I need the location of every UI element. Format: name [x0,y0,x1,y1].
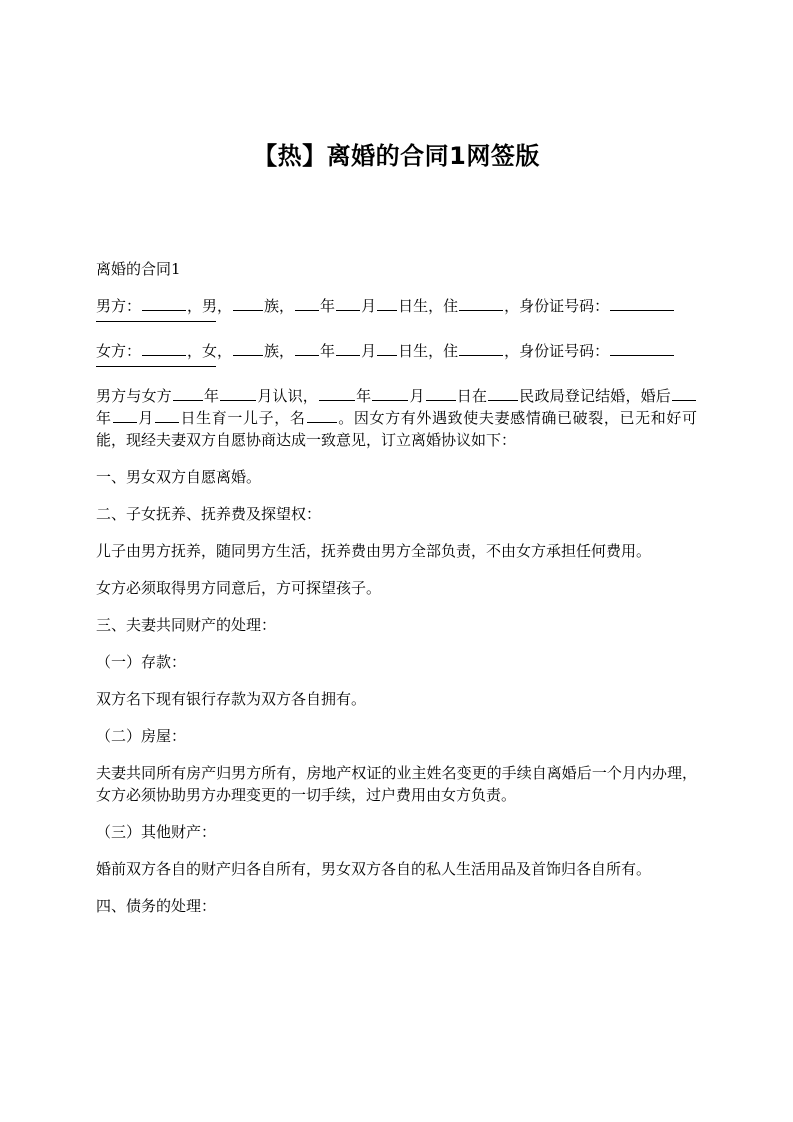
birth-month-blank[interactable] [113,407,137,423]
husband-year-blank[interactable] [295,295,319,311]
marriage-text-10: 日生育一儿子，名 [179,409,306,427]
marriage-text-4: 年 [355,387,372,405]
registry-office-blank[interactable] [488,385,518,401]
husband-id-blank[interactable] [610,295,674,311]
meet-year-blank[interactable] [173,385,203,401]
marriage-text-8: 年 [96,409,112,427]
husband-info [96,295,697,322]
clause-1: 一、男女双方自愿离婚。 [96,468,262,486]
wife-month-blank[interactable] [336,340,360,356]
register-year-blank[interactable] [319,385,355,401]
deposit-heading: （一）存款： [96,653,187,671]
wife-ethnic-label: 族， [264,342,295,360]
wife-id-label: ，身份证号码： [504,342,610,360]
husband-ethnic-label: 族， [264,297,295,315]
wife-gender: ，女， [187,342,233,360]
wife-ethnic-blank[interactable] [233,340,263,356]
husband-birth-label: 日生，住 [398,297,459,315]
wife-name-blank[interactable] [142,340,186,356]
wife-id-blank-continued[interactable] [96,362,216,367]
deposit-text: 双方名下现有银行存款为双方各自拥有。 [96,690,367,708]
wife-info [96,340,697,367]
wife-birth-label: 日生，住 [398,342,459,360]
wife-day-blank[interactable] [377,340,397,356]
marriage-text-3: 月认识， [257,387,318,405]
wife-year-label: 年 [320,342,336,360]
husband-gender: ，男， [187,297,233,315]
house-heading: （二）房屋： [96,727,187,745]
wife-label: 女方： [96,342,142,360]
husband-id-label: ，身份证号码： [504,297,610,315]
marriage-text-1: 男方与女方 [96,387,172,405]
document-body [96,258,697,932]
meet-month-blank[interactable] [220,385,256,401]
wife-month-label: 月 [361,342,377,360]
marriage-text-2: 年 [203,387,220,405]
clause-2-heading: 二、子女抚养、抚养费及探望权： [96,505,322,523]
wife-year-blank[interactable] [295,340,319,356]
marriage-text-5: 月 [409,387,425,405]
husband-name-blank[interactable] [142,295,186,311]
other-property-heading: （三）其他财产： [96,823,217,841]
husband-day-blank[interactable] [377,295,397,311]
birth-year-blank[interactable] [672,385,696,401]
visitation-text: 女方必须取得男方同意后，方可探望孩子。 [96,579,382,597]
husband-year-label: 年 [320,297,336,315]
marriage-text-11: 。因女方有外遇致使夫妻感情确已破裂，已无和好可能，现经夫妻双方自愿协商达成一致意见，订立离婚协议如下： [96,409,697,449]
clause-4-heading: 四、债务的处理： [96,897,217,915]
register-day-blank[interactable] [426,385,456,401]
husband-address-blank[interactable] [459,295,503,311]
wife-address-blank[interactable] [459,340,503,356]
husband-ethnic-blank[interactable] [233,295,263,311]
marriage-text-9: 月 [137,409,154,427]
birth-day-blank[interactable] [155,407,179,423]
house-text: 夫妻共同所有房产归男方所有，房地产权证的业主姓名变更的手续自离婚后一个月内办理，女方必须协助男方办理变更的一切手续，过户费用由女方负责。 [96,764,697,804]
wife-id-blank[interactable] [610,340,674,356]
marriage-text-6: 日在 [456,387,488,405]
husband-label: 男方： [96,297,142,315]
contract-subtitle: 离婚的合同1 [96,260,181,278]
husband-month-label: 月 [361,297,377,315]
husband-id-blank-continued[interactable] [96,317,216,322]
clause-3-heading: 三、夫妻共同财产的处理： [96,616,277,634]
custody-text: 儿子由男方抚养，随同男方生活，抚养费由男方全部负责，不由女方承担任何费用。 [96,542,652,560]
marriage-text-7: 民政局登记结婚，婚后 [519,387,671,405]
son-name-blank[interactable] [307,407,337,423]
register-month-blank[interactable] [372,385,408,401]
document-title: 【热】离婚的合同1网签版 [253,142,540,170]
marriage-paragraph [96,385,697,451]
other-property-text: 婚前双方各自的财产归各自所有，男女双方各自的私人生活用品及首饰归各自所有。 [96,860,652,878]
husband-month-blank[interactable] [336,295,360,311]
